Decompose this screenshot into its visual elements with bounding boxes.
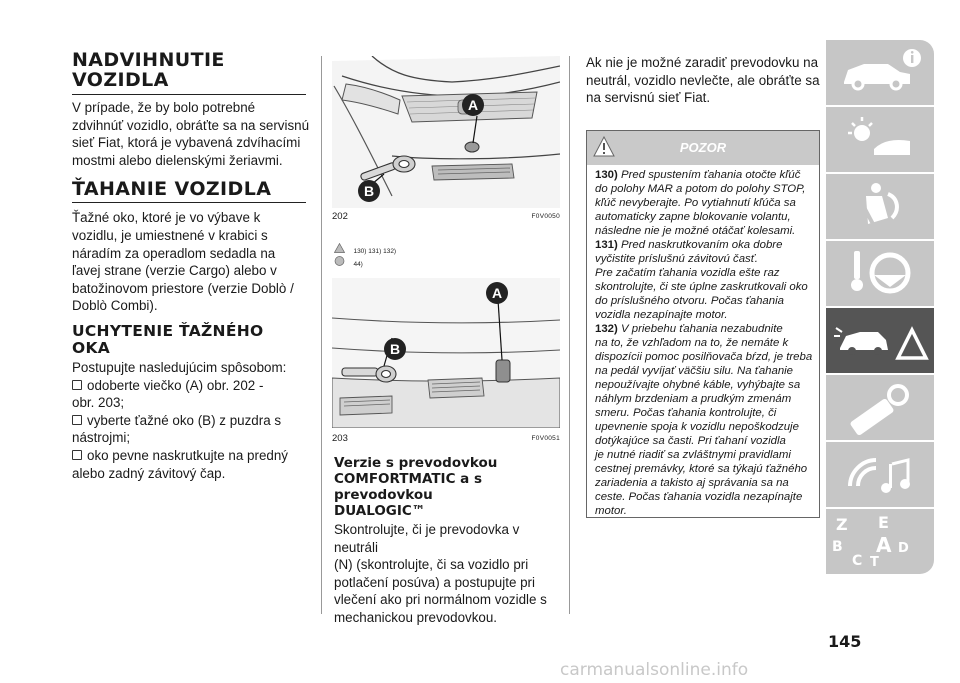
callout-b: B xyxy=(384,338,406,360)
middle-text xyxy=(334,455,564,627)
callout-b: B xyxy=(358,180,380,202)
airbag-seat-icon xyxy=(826,174,934,239)
warning-item: 132) V priebehu ťahania nezabudnite na to, že vzhľadom na to, že nemáte k dispozícii pomoc posilňovača bŕzd, je treba na pedál vyvíjať väčšiu silu. Na ťahanie nepoužívajte ohybné káble, vyhýbajte sa náhlym brzdeniam a prudkým zmenám smeru. Počas ťahania kontrolujte, či upevnenie spoja k vozidlu nepoškodzuje dotýkajúce sa časti. Pri ťahaní vozidla je nutné riadiť sa zvláštnymi pravidlami cestnej premávky, ktoré sa týkajú ťažného zariadenia a takisto aj správania sa na ceste. Počas ťahania vozidla nezapínajte motor. xyxy=(595,323,813,517)
warning-item: 130) Pred spustením ťahania otočte kľúč do polohy MAR a potom do polohy STOP, kľúč nevyberajte. Po vytiahnutí kľúča sa automaticky zapne blokovanie volantu, následne nie je možné otáčať kolesami. xyxy=(595,169,806,237)
heading-uchytenie: UCHYTENIE ŤAŽNÉHO OKA xyxy=(72,321,264,357)
tab-starting[interactable] xyxy=(826,241,934,306)
callout-a: A xyxy=(486,282,508,304)
warning-box xyxy=(586,130,820,518)
list-item: oko pevne naskrutkujte na predný alebo zadný závitový čap. xyxy=(72,447,288,481)
chapter-tabs xyxy=(826,40,934,576)
music-icon xyxy=(826,442,934,507)
checkbox-bullet-icon xyxy=(72,415,82,425)
tab-car-info[interactable] xyxy=(826,40,934,105)
car-info-icon xyxy=(826,40,934,105)
right-intro: Ak nie je možné zaradiť prevodovku na neutrál, vozidlo nevlečte, ale obráťte sa na servisnú sieť Fiat. xyxy=(586,55,820,106)
paragraph-tow-eye: Ťažné oko, ktoré je vo výbave k vozidlu, je umiestnené v krabici s náradím za operadlom sedadla na ľavej strane (verzie Cargo) alebo v batožinovom priestore (verzie Doblò / Doblò Combi). xyxy=(72,210,294,314)
tools-icon xyxy=(826,375,934,440)
tab-maintenance[interactable] xyxy=(826,375,934,440)
caution-icon xyxy=(334,256,345,266)
watermark: carmanualsonline.info xyxy=(560,660,749,680)
tab-emergency[interactable] xyxy=(826,308,934,373)
figure-number: 203 xyxy=(332,433,348,444)
list-item: odoberte viečko (A) obr. 202 - obr. 203; xyxy=(72,377,264,411)
checkbox-bullet-icon xyxy=(72,450,82,460)
heading-nadvihnutie: NADVIHNUTIE VOZIDLA xyxy=(72,49,225,91)
key-steering-icon xyxy=(826,241,934,306)
tab-index[interactable] xyxy=(826,509,934,574)
warning-text xyxy=(587,165,819,518)
heading-comfortmatic: Verzie s prevodovkou COMFORTMATIC a s prevodovkou DUALOGIC™ xyxy=(334,455,498,519)
figure-code: F0V0051 xyxy=(531,435,560,442)
list-item: vyberte ťažné oko (B) z puzdra s nástrojmi; xyxy=(72,412,282,446)
emergency-icon xyxy=(826,308,934,373)
page-number: 145 xyxy=(828,632,862,651)
car-rear-illustration xyxy=(332,278,560,428)
figure-code: F0V0050 xyxy=(531,213,560,220)
column-divider xyxy=(569,56,570,614)
callout-a: A xyxy=(462,94,484,116)
heading-rule xyxy=(72,94,306,95)
column-divider xyxy=(321,56,322,614)
warning-item: 131) Pred naskrutkovaním oka dobre vyčistite príslušnú závitovú časť. Pre začatím ťahania vozidla ešte raz skontrolujte, či ste úplne zaskrutkovali oko do príslušného otvoru. Počas ťahania vozidla nezapínajte motor. xyxy=(595,239,808,321)
paragraph-lifting: V prípade, že by bolo potrebné zdvihnúť vozidlo, obráťte sa na servisnú sieť Fiat, ktorá je vybavená zdvíhacími mostmi alebo dielenskými žeriavmi. xyxy=(72,100,310,168)
index-letters-icon: Z E B A D C T xyxy=(832,513,909,570)
step-list xyxy=(72,377,312,483)
figure-202 xyxy=(332,56,560,222)
left-column xyxy=(72,50,312,482)
warning-references: 130) 131) 132) 44) xyxy=(334,240,454,266)
dashboard-lights-icon xyxy=(826,107,934,172)
heading-tahanie: ŤAHANIE VOZIDLA xyxy=(72,178,272,201)
heading-rule xyxy=(72,202,306,203)
warning-header xyxy=(587,131,819,165)
warning-triangle-icon xyxy=(334,243,345,253)
figure-number: 202 xyxy=(332,211,348,222)
tab-dashboard[interactable] xyxy=(826,107,934,172)
steps-intro: Postupujte nasledujúcim spôsobom: xyxy=(72,359,287,375)
checkbox-bullet-icon xyxy=(72,380,82,390)
paragraph-comfortmatic: Skontrolujte, či je prevodovka v neutráli (N) (skontrolujte, či sa vozidlo pri potlačení posúva) a postupujte pri vlečení ako pri normálnom vozidle s mechanickou prevodovkou. xyxy=(334,522,547,625)
warning-title: POZOR xyxy=(679,140,727,155)
tab-safety[interactable] xyxy=(826,174,934,239)
figure-203 xyxy=(332,278,560,446)
tab-multimedia[interactable] xyxy=(826,442,934,507)
